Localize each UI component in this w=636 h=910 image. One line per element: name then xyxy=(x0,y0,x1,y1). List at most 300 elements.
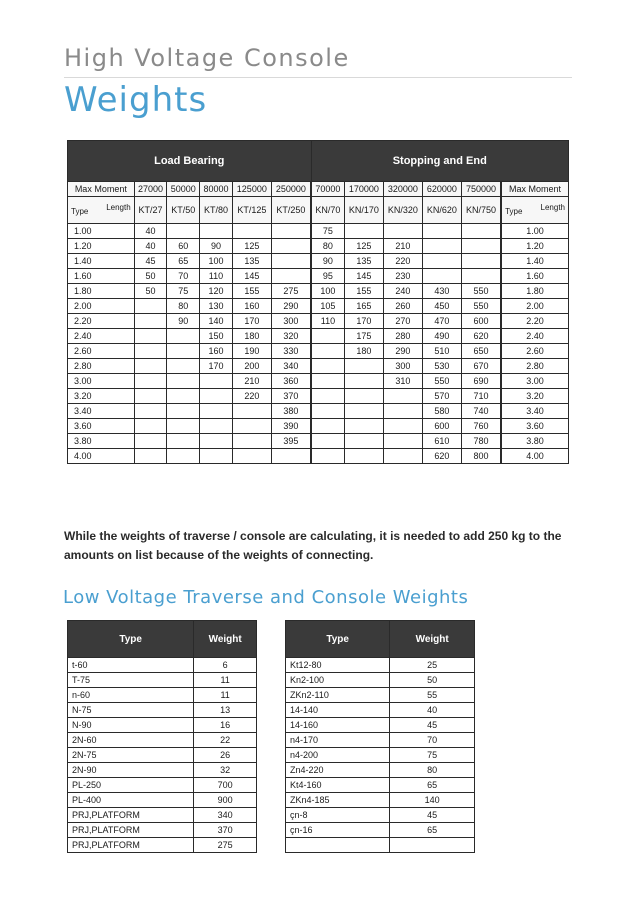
weight-cell xyxy=(422,224,461,239)
weight-cell: 95 xyxy=(311,269,344,284)
weight-cell: 120 xyxy=(200,284,233,299)
weight-cell: 220 xyxy=(232,389,271,404)
table-row xyxy=(68,688,257,703)
max-moment-value: 27000 xyxy=(134,182,167,197)
type-cell: ZKn4-185 xyxy=(286,793,390,808)
weight-cell xyxy=(200,434,233,449)
high-voltage-weights-table xyxy=(67,140,569,464)
weight-cell xyxy=(167,404,200,419)
max-moment-value: 125000 xyxy=(232,182,271,197)
weight-cell: 125 xyxy=(232,239,271,254)
type-cell: 2N-90 xyxy=(68,763,194,778)
table-row xyxy=(68,763,257,778)
low-voltage-table-right xyxy=(285,620,475,853)
weight-cell xyxy=(134,434,167,449)
weight-cell: 150 xyxy=(200,329,233,344)
weight-cell xyxy=(311,419,344,434)
table-row xyxy=(68,434,569,449)
weight-cell: 170 xyxy=(200,359,233,374)
weight-cell: 40 xyxy=(134,239,167,254)
weight-cell xyxy=(311,359,344,374)
row-length: 1.80 xyxy=(501,284,568,299)
weight-cell: 80 xyxy=(311,239,344,254)
weight-cell: 60 xyxy=(167,239,200,254)
weight-cell xyxy=(134,404,167,419)
weight-cell: 11 xyxy=(194,688,257,703)
stopping-end-header: Stopping and End xyxy=(311,141,569,182)
type-cell: n4-200 xyxy=(286,748,390,763)
type-code: KN/320 xyxy=(383,197,422,224)
weight-cell: 180 xyxy=(232,329,271,344)
table-row xyxy=(68,269,569,284)
weight-cell: 700 xyxy=(194,778,257,793)
row-length: 1.20 xyxy=(501,239,568,254)
low-voltage-table-left xyxy=(67,620,257,853)
weight-cell: 690 xyxy=(461,374,501,389)
weight-cell xyxy=(167,224,200,239)
weight-cell: 200 xyxy=(232,359,271,374)
type-code: KT/27 xyxy=(134,197,167,224)
weight-cell: 65 xyxy=(390,778,475,793)
weight-cell xyxy=(383,224,422,239)
type-cell: Kn2-100 xyxy=(286,673,390,688)
table-row xyxy=(68,718,257,733)
weight-cell xyxy=(344,359,383,374)
load-bearing-header: Load Bearing xyxy=(68,141,312,182)
column-header-weight: Weight xyxy=(390,621,475,658)
row-length: 3.20 xyxy=(501,389,568,404)
table-row xyxy=(286,778,475,793)
weight-cell: 470 xyxy=(422,314,461,329)
weight-cell: 190 xyxy=(232,344,271,359)
weight-cell: 170 xyxy=(232,314,271,329)
weight-cell: 380 xyxy=(271,404,311,419)
weight-cell xyxy=(232,449,271,464)
weight-cell: 760 xyxy=(461,419,501,434)
row-length: 1.40 xyxy=(501,254,568,269)
weight-cell: 165 xyxy=(344,299,383,314)
row-length: 3.00 xyxy=(68,374,135,389)
weight-cell xyxy=(167,434,200,449)
weight-cell xyxy=(167,374,200,389)
table-row xyxy=(68,793,257,808)
table-row xyxy=(68,359,569,374)
max-moment-value: 320000 xyxy=(383,182,422,197)
weight-cell: 90 xyxy=(167,314,200,329)
weight-cell: 80 xyxy=(167,299,200,314)
weight-cell xyxy=(422,254,461,269)
type-code: KN/620 xyxy=(422,197,461,224)
weight-cell: 25 xyxy=(390,658,475,673)
row-length: 1.40 xyxy=(68,254,135,269)
weight-cell xyxy=(232,404,271,419)
row-length: 3.80 xyxy=(501,434,568,449)
row-length: 3.80 xyxy=(68,434,135,449)
weight-cell xyxy=(311,404,344,419)
weight-cell: 125 xyxy=(344,239,383,254)
weight-cell xyxy=(422,239,461,254)
weight-cell: 75 xyxy=(167,284,200,299)
weight-cell: 50 xyxy=(134,269,167,284)
weight-cell xyxy=(311,434,344,449)
row-length: 3.20 xyxy=(68,389,135,404)
weight-cell: 145 xyxy=(232,269,271,284)
weight-cell: 55 xyxy=(390,688,475,703)
max-moment-value: 170000 xyxy=(344,182,383,197)
weight-cell: 230 xyxy=(383,269,422,284)
weight-cell xyxy=(311,374,344,389)
row-length: 2.20 xyxy=(68,314,135,329)
weight-cell: 395 xyxy=(271,434,311,449)
weight-cell: 390 xyxy=(271,419,311,434)
weight-cell: 11 xyxy=(194,673,257,688)
row-length: 2.20 xyxy=(501,314,568,329)
weight-cell xyxy=(271,254,311,269)
weight-cell: 290 xyxy=(383,344,422,359)
type-code: KN/170 xyxy=(344,197,383,224)
max-moment-label: Max Moment xyxy=(68,182,135,197)
weight-cell xyxy=(167,449,200,464)
type-code: KT/50 xyxy=(167,197,200,224)
weight-cell: 370 xyxy=(271,389,311,404)
type-cell: 2N-75 xyxy=(68,748,194,763)
weight-cell: 260 xyxy=(383,299,422,314)
table-row xyxy=(68,374,569,389)
table-row xyxy=(286,748,475,763)
weight-cell: 45 xyxy=(390,718,475,733)
weight-cell: 430 xyxy=(422,284,461,299)
weight-cell xyxy=(383,389,422,404)
table-row xyxy=(286,688,475,703)
weight-cell: 145 xyxy=(344,269,383,284)
max-moment-value: 620000 xyxy=(422,182,461,197)
weight-cell xyxy=(344,419,383,434)
row-length: 2.00 xyxy=(501,299,568,314)
weight-cell: 90 xyxy=(200,239,233,254)
weight-cell: 710 xyxy=(461,389,501,404)
weight-cell: 40 xyxy=(134,224,167,239)
table-row xyxy=(286,703,475,718)
column-header-type: Type xyxy=(68,621,194,658)
weight-cell: 65 xyxy=(167,254,200,269)
table-row xyxy=(286,658,475,673)
table-row xyxy=(68,658,257,673)
weight-cell xyxy=(200,449,233,464)
document-supertitle: High Voltage Console xyxy=(64,44,350,72)
table-row xyxy=(68,284,569,299)
weight-cell: 16 xyxy=(194,718,257,733)
row-length: 1.60 xyxy=(501,269,568,284)
weight-cell: 6 xyxy=(194,658,257,673)
weight-cell: 210 xyxy=(232,374,271,389)
max-moment-value: 50000 xyxy=(167,182,200,197)
length-label: Length xyxy=(540,203,565,212)
weight-cell: 580 xyxy=(422,404,461,419)
weight-cell xyxy=(167,329,200,344)
column-header-weight: Weight xyxy=(194,621,257,658)
weight-cell: 310 xyxy=(383,374,422,389)
weight-cell: 490 xyxy=(422,329,461,344)
weight-cell xyxy=(311,449,344,464)
weight-cell xyxy=(390,838,475,853)
table-row xyxy=(286,808,475,823)
weight-cell xyxy=(311,344,344,359)
type-cell: N-90 xyxy=(68,718,194,733)
table-row xyxy=(68,419,569,434)
weight-cell xyxy=(461,224,501,239)
table-row xyxy=(286,793,475,808)
length-type-corner xyxy=(68,197,135,224)
type-cell: PRJ,PLATFORM xyxy=(68,838,194,853)
table-row xyxy=(68,299,569,314)
weight-cell: 620 xyxy=(422,449,461,464)
weight-cell: 75 xyxy=(311,224,344,239)
weight-cell: 160 xyxy=(200,344,233,359)
weight-cell xyxy=(200,404,233,419)
max-moment-value: 80000 xyxy=(200,182,233,197)
max-moment-row xyxy=(68,182,569,197)
row-length: 1.00 xyxy=(68,224,135,239)
weight-cell: 45 xyxy=(390,808,475,823)
weight-cell: 650 xyxy=(461,344,501,359)
row-length: 2.00 xyxy=(68,299,135,314)
max-moment-value: 250000 xyxy=(271,182,311,197)
type-cell: N-75 xyxy=(68,703,194,718)
type-cell xyxy=(286,838,390,853)
weight-cell xyxy=(461,254,501,269)
table-row xyxy=(68,254,569,269)
table-row xyxy=(68,404,569,419)
table-row xyxy=(68,703,257,718)
title-divider xyxy=(64,77,572,78)
row-length: 2.60 xyxy=(68,344,135,359)
weight-cell xyxy=(134,449,167,464)
type-label: Type xyxy=(71,207,89,216)
row-length: 2.40 xyxy=(501,329,568,344)
weight-cell xyxy=(232,419,271,434)
weight-cell: 210 xyxy=(383,239,422,254)
table-row xyxy=(68,344,569,359)
weight-cell xyxy=(200,374,233,389)
weight-cell xyxy=(311,329,344,344)
row-length: 4.00 xyxy=(68,449,135,464)
weight-cell: 80 xyxy=(390,763,475,778)
weight-cell: 135 xyxy=(232,254,271,269)
weight-cell xyxy=(461,269,501,284)
type-cell: PL-400 xyxy=(68,793,194,808)
row-length: 3.60 xyxy=(68,419,135,434)
weight-cell: 175 xyxy=(344,329,383,344)
weight-cell: 130 xyxy=(200,299,233,314)
weight-cell xyxy=(134,374,167,389)
main-table-body xyxy=(68,224,569,464)
table-row xyxy=(286,763,475,778)
weight-cell: 90 xyxy=(311,254,344,269)
weight-cell xyxy=(422,269,461,284)
weight-cell: 550 xyxy=(461,299,501,314)
weight-cell: 780 xyxy=(461,434,501,449)
row-length: 4.00 xyxy=(501,449,568,464)
weight-cell xyxy=(383,419,422,434)
weight-cell: 40 xyxy=(390,703,475,718)
table-row xyxy=(68,449,569,464)
weight-cell: 340 xyxy=(271,359,311,374)
row-length: 2.60 xyxy=(501,344,568,359)
weight-cell: 610 xyxy=(422,434,461,449)
weight-cell xyxy=(167,419,200,434)
weight-cell: 360 xyxy=(271,374,311,389)
weight-cell xyxy=(167,359,200,374)
type-cell: çn-16 xyxy=(286,823,390,838)
weight-cell: 300 xyxy=(383,359,422,374)
weight-cell xyxy=(383,434,422,449)
weight-cell: 510 xyxy=(422,344,461,359)
table-row xyxy=(68,224,569,239)
weight-cell: 22 xyxy=(194,733,257,748)
row-length: 1.00 xyxy=(501,224,568,239)
weight-cell xyxy=(461,239,501,254)
weight-cell: 450 xyxy=(422,299,461,314)
table-row xyxy=(68,823,257,838)
type-cell: Kt12-80 xyxy=(286,658,390,673)
weight-cell: 340 xyxy=(194,808,257,823)
weight-cell: 800 xyxy=(461,449,501,464)
row-length: 2.80 xyxy=(501,359,568,374)
weight-cell xyxy=(344,449,383,464)
weight-cell: 105 xyxy=(311,299,344,314)
type-cell: PRJ,PLATFORM xyxy=(68,823,194,838)
table-row xyxy=(68,748,257,763)
row-length: 3.60 xyxy=(501,419,568,434)
type-cell: 14-160 xyxy=(286,718,390,733)
max-moment-value: 750000 xyxy=(461,182,501,197)
max-moment-value: 70000 xyxy=(311,182,344,197)
weight-cell xyxy=(344,434,383,449)
weight-cell xyxy=(134,344,167,359)
weight-cell xyxy=(232,224,271,239)
weight-cell: 32 xyxy=(194,763,257,778)
weight-cell: 65 xyxy=(390,823,475,838)
weight-cell: 13 xyxy=(194,703,257,718)
row-length: 1.20 xyxy=(68,239,135,254)
weight-cell: 620 xyxy=(461,329,501,344)
weight-cell: 290 xyxy=(271,299,311,314)
weight-cell: 140 xyxy=(390,793,475,808)
table-row xyxy=(286,718,475,733)
weight-cell: 180 xyxy=(344,344,383,359)
weight-cell: 600 xyxy=(422,419,461,434)
type-cell: t-60 xyxy=(68,658,194,673)
weight-cell: 70 xyxy=(167,269,200,284)
table-row xyxy=(68,733,257,748)
table-row xyxy=(68,778,257,793)
type-code: KT/80 xyxy=(200,197,233,224)
type-cell: 2N-60 xyxy=(68,733,194,748)
weight-cell xyxy=(200,224,233,239)
type-code-row xyxy=(68,197,569,224)
row-length: 3.00 xyxy=(501,374,568,389)
table-row xyxy=(68,239,569,254)
type-cell: PL-250 xyxy=(68,778,194,793)
column-header-type: Type xyxy=(286,621,390,658)
type-cell: ZKn2-110 xyxy=(286,688,390,703)
table-row xyxy=(68,314,569,329)
length-label: Length xyxy=(106,203,131,212)
type-cell: Zn4-220 xyxy=(286,763,390,778)
weight-cell: 155 xyxy=(344,284,383,299)
length-type-corner xyxy=(501,197,568,224)
weight-cell xyxy=(311,389,344,404)
weight-cell: 320 xyxy=(271,329,311,344)
weight-cell: 740 xyxy=(461,404,501,419)
weight-cell xyxy=(271,449,311,464)
type-cell: çn-8 xyxy=(286,808,390,823)
table-row xyxy=(68,838,257,853)
weight-cell: 280 xyxy=(383,329,422,344)
weight-cell: 240 xyxy=(383,284,422,299)
type-label: Type xyxy=(505,207,523,216)
weight-cell: 330 xyxy=(271,344,311,359)
section-title-low-voltage: Low Voltage Traverse and Console Weights xyxy=(63,587,469,608)
type-cell: Kt4-160 xyxy=(286,778,390,793)
weight-cell xyxy=(134,299,167,314)
weight-cell: 570 xyxy=(422,389,461,404)
weight-cell: 50 xyxy=(390,673,475,688)
weight-cell: 275 xyxy=(194,838,257,853)
weight-cell xyxy=(167,389,200,404)
type-code: KN/750 xyxy=(461,197,501,224)
weight-cell: 275 xyxy=(271,284,311,299)
weight-cell xyxy=(134,389,167,404)
table-row xyxy=(286,733,475,748)
weight-cell xyxy=(232,434,271,449)
weight-cell: 530 xyxy=(422,359,461,374)
weight-cell xyxy=(271,224,311,239)
row-length: 1.80 xyxy=(68,284,135,299)
type-cell: n-60 xyxy=(68,688,194,703)
weight-cell: 70 xyxy=(390,733,475,748)
weight-cell: 100 xyxy=(200,254,233,269)
weight-cell xyxy=(344,374,383,389)
table-row xyxy=(68,389,569,404)
weight-cell: 300 xyxy=(271,314,311,329)
weight-cell xyxy=(383,404,422,419)
row-length: 2.80 xyxy=(68,359,135,374)
weight-cell: 900 xyxy=(194,793,257,808)
type-code: KN/70 xyxy=(311,197,344,224)
weight-cell xyxy=(344,389,383,404)
weight-cell: 160 xyxy=(232,299,271,314)
weight-cell xyxy=(200,389,233,404)
table-row xyxy=(286,838,475,853)
weight-cell: 155 xyxy=(232,284,271,299)
weight-cell: 370 xyxy=(194,823,257,838)
type-code: KT/250 xyxy=(271,197,311,224)
weight-cell: 670 xyxy=(461,359,501,374)
weight-cell: 135 xyxy=(344,254,383,269)
weight-cell xyxy=(344,224,383,239)
weight-cell: 26 xyxy=(194,748,257,763)
weight-cell xyxy=(344,404,383,419)
connection-weight-note: While the weights of traverse / console are calculating, it is needed to add 250 kg to the amounts on list because of the weights of connecting. xyxy=(64,529,562,562)
weight-cell: 100 xyxy=(311,284,344,299)
weight-cell: 50 xyxy=(134,284,167,299)
type-cell: n4-170 xyxy=(286,733,390,748)
weight-cell: 140 xyxy=(200,314,233,329)
weight-cell: 550 xyxy=(422,374,461,389)
type-code: KT/125 xyxy=(232,197,271,224)
weight-cell xyxy=(134,359,167,374)
